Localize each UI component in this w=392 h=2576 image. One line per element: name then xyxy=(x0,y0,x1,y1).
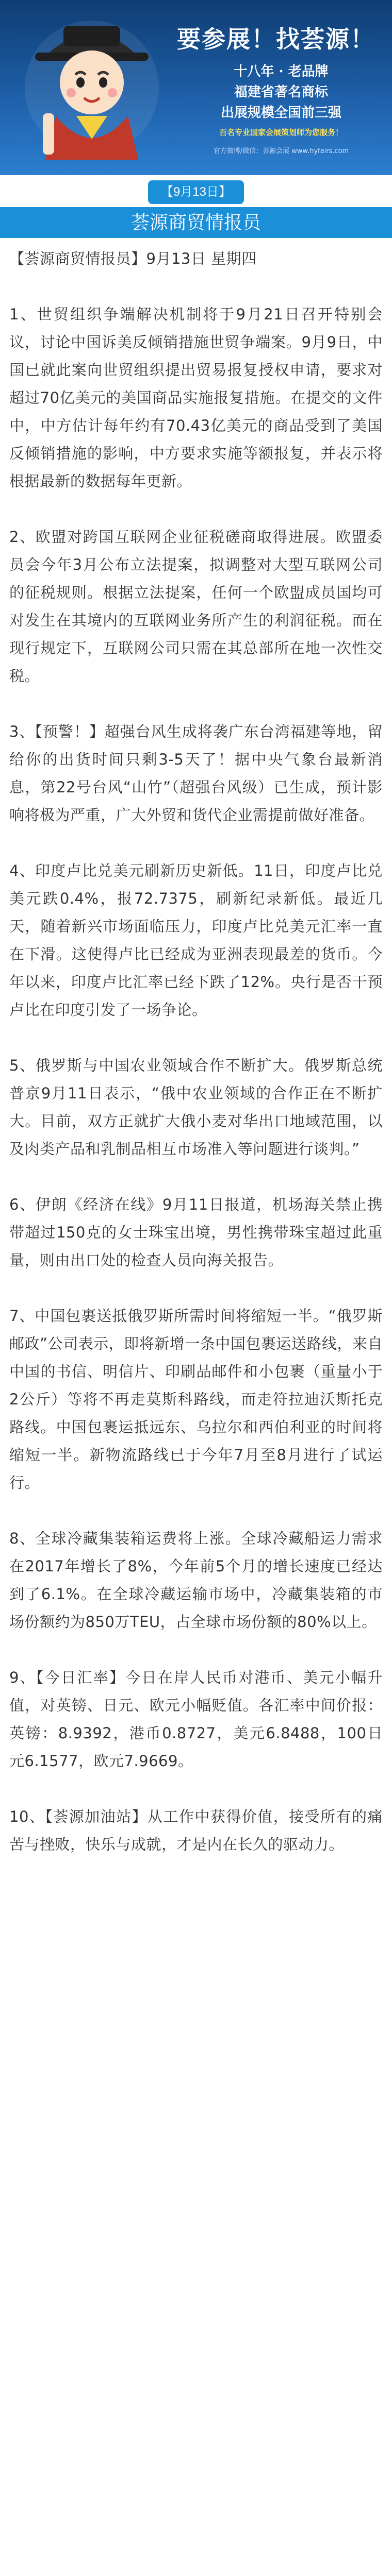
news-item-5: 5、俄罗斯与中国农业领域合作不断扩大。俄罗斯总统普京9月11日表示，“俄中农业领域的合作正在不断扩大。目前，双方正就扩大俄小麦对华出口地域范围，以及肉类产品和乳制品相互市场准入等问题进行谈判。” xyxy=(9,1057,383,1158)
date-tag: 【9月13日】 xyxy=(148,180,244,204)
news-item-7: 7、中国包裹送抵俄罗斯所需时间将缩短一半。“俄罗斯邮政”公司表示，即将新增一条中国包裹运送路线，来自中国的书信、明信片、印刷品邮件和小包裹（重量小于2公斤）等将不再走莫斯科路线，而走符拉迪沃斯托克路线。中国包裹运抵远东、乌拉尔和西伯利亚的时间将缩短一半。新物流路线已于今年7月至8月进行了试运行。 xyxy=(9,1307,383,1492)
banner-line-3: 出展规模全国前三强 xyxy=(220,105,341,121)
banner-tagline: 百名专业国家会展策划师为您服务！ xyxy=(219,128,343,137)
news-item-2: 2、欧盟对跨国互联网企业征税磋商取得进展。欧盟委员会今年3月公布立法提案，拟调整对大型互联网公司的征税规则。根据立法提案，任何一个欧盟成员国均可对发生在其境内的互联网业务所产生的利润征税。而在现行规定下，互联网公司只需在其总部所在地一次性交税。 xyxy=(9,528,383,685)
news-item-9: 9、【今日汇率】今日在岸人民币对港币、美元小幅升值，对英镑、日元、欧元小幅贬值。各汇率中间价报：英镑：8.9392，港币0.8727，美元6.8488，100日元6.1577，欧元7.9669。 xyxy=(9,1669,383,1770)
article-headline: 【荟源商贸情报员】9月13日 星期四 xyxy=(9,250,257,267)
banner-line-1: 十八年 · 老品牌 xyxy=(234,64,329,79)
news-item-3: 3、【预警！】超强台风生成将袭广东台湾福建等地，留给你的出货时间只剩3-5天了！据中央气象台最新消息，第22号台风“山竹”（超强台风级）已生成，预计影响将极为严重，广大外贸和货代企业需提前做好准备。 xyxy=(9,723,383,824)
banner-slogan: 要参展！找荟源！ xyxy=(177,25,375,53)
news-item-6: 6、伊朗《经济在线》9月11日报道，机场海关禁止携带超过150克的女士珠宝出境，男性携带珠宝超过此重量，则由出口处的检查人员向海关报告。 xyxy=(9,1196,383,1269)
news-item-4: 4、印度卢比兑美元刷新历史新低。11日，印度卢比兑美元跌0.4%，报72.7375，刷新纪录新低。最近几天，随着新兴市场面临压力，印度卢比兑美元汇率一直在下滑。这使得卢比已经成为亚洲表现最差的货币。今年以来，印度卢比汇率已经下跌了12%。央行是否干预卢比在印度引发了一场争论。 xyxy=(9,862,383,1019)
banner-line-2: 福建省著名商标 xyxy=(234,84,328,100)
article-body xyxy=(9,245,383,1858)
banner-contact: 官方微博/微信：荟源会展 www.hyfairs.com xyxy=(213,147,349,155)
mascot-illustration xyxy=(14,5,169,160)
section-title: 荟源商贸情报员 xyxy=(0,207,392,238)
header-banner xyxy=(0,0,392,175)
news-item-10: 10、【荟源加油站】从工作中获得价值，接受所有的痛苦与挫败，快乐与成就，才是内在长久的驱动力。 xyxy=(9,1808,383,1853)
news-item-1: 1、世贸组织争端解决机制将于9月21日召开特别会议，讨论中国诉美反倾销措施世贸争端案。9月9日，中国已就此案向世贸组织提出贸易报复授权申请，要求对超过70亿美元的美国商品实施报复措施。在提交的文件中，中方估计每年约有70.43亿美元的商品受到了美国反倾销措施的影响，中方要求实施等额报复，并表示将根据最新的数据每年更新。 xyxy=(9,306,383,490)
news-item-8: 8、全球冷藏集装箱运费将上涨。全球冷藏船运力需求在2017年增长了8%，今年前5个月的增长速度已经达到了6.1%。在全球冷藏运输市场中，冷藏集装箱的市场份额约为850万TEU，占全球市场份额的80%以上。 xyxy=(9,1530,383,1631)
